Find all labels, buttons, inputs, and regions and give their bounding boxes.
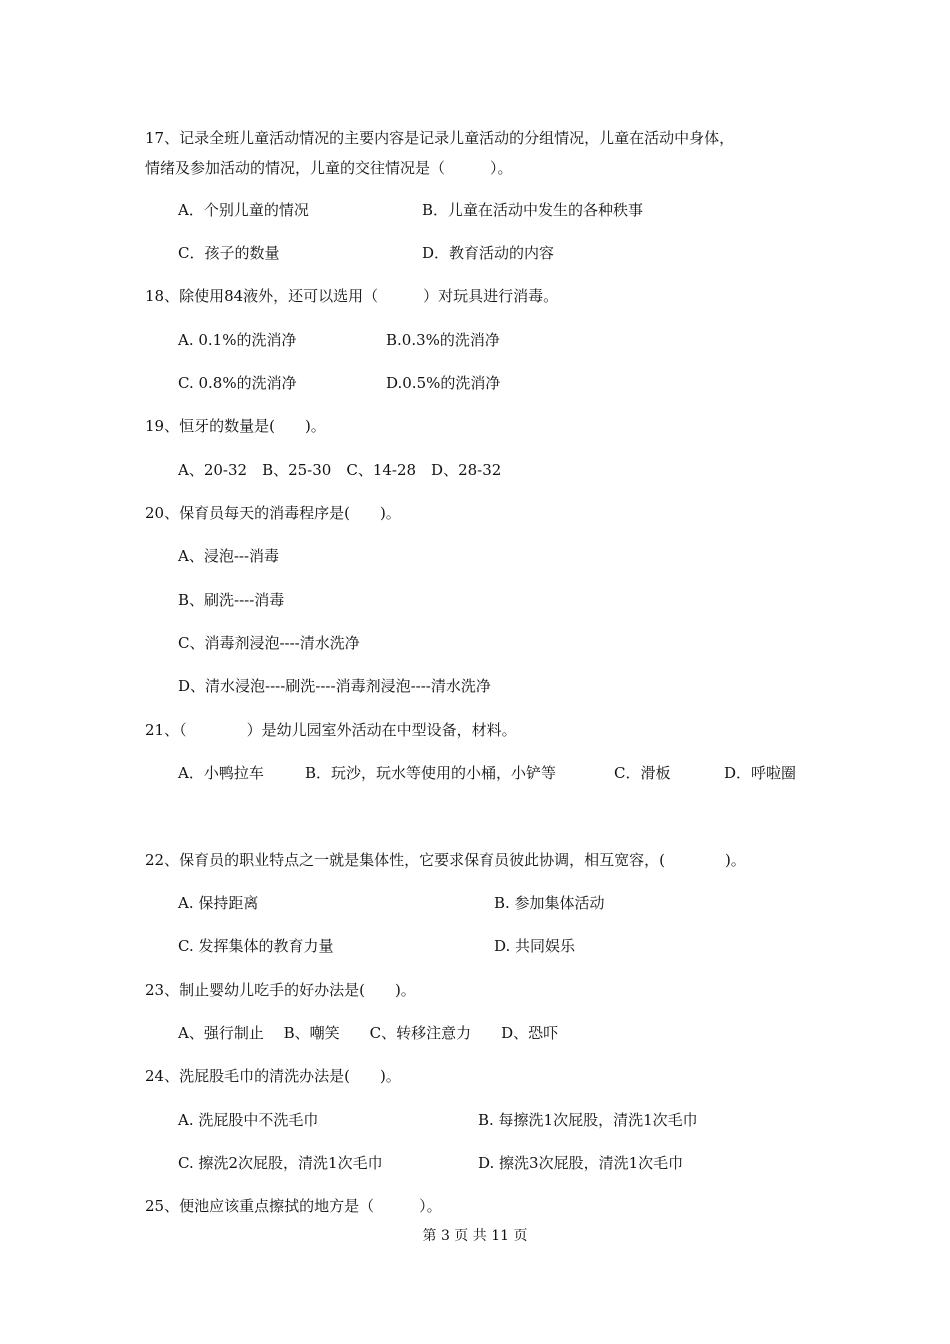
question-21-option-a: A．小鸭拉车	[178, 764, 264, 782]
question-17-stem-line-2: 情绪及参加活动的情况，儿童的交往情况是（ ）。	[145, 159, 513, 177]
question-22-option-d: D. 共同娱乐	[494, 937, 576, 955]
question-25-stem: 25、便池应该重点擦拭的地方是（ ）。	[145, 1197, 442, 1215]
question-19-options: A、20-32 B、25-30 C、14-28 D、28-32	[178, 461, 502, 479]
question-23-stem: 23、制止婴幼儿吃手的好办法是( )。	[145, 981, 416, 999]
question-18-stem: 18、除使用84液外，还可以选用（ ）对玩具进行消毒。	[145, 287, 559, 305]
question-21-option-d: D．呼啦圈	[724, 764, 797, 782]
page-footer: 第 3 页 共 11 页	[422, 1228, 528, 1244]
question-21-option-c: C．滑板	[614, 764, 671, 782]
question-22-stem: 22、保育员的职业特点之一就是集体性，它要求保育员彼此协调，相互宽容，( )。	[145, 851, 746, 869]
question-22-option-a: A. 保持距离	[178, 894, 259, 912]
question-17-option-d: D．教育活动的内容	[422, 244, 555, 262]
question-24-option-d: D. 擦洗3次屁股，清洗1次毛巾	[478, 1154, 684, 1172]
question-17-option-a: A．个别儿童的情况	[178, 201, 309, 219]
question-22-option-b: B. 参加集体活动	[494, 894, 605, 912]
question-24-option-b: B. 每擦洗1次屁股，清洗1次毛巾	[478, 1111, 698, 1129]
question-24-option-a: A. 洗屁股中不洗毛巾	[178, 1111, 319, 1129]
question-24-option-c: C. 擦洗2次屁股，清洗1次毛巾	[178, 1154, 383, 1172]
question-18-option-a: A. 0.1%的洗消净	[178, 331, 297, 349]
question-20-stem: 20、保育员每天的消毒程序是( )。	[145, 504, 401, 522]
question-23-options: A、强行制止 B、嘲笑 C、转移注意力 D、恐吓	[178, 1024, 559, 1042]
question-21-stem: 21、（ ）是幼儿园室外活动在中型设备，材料。	[145, 721, 517, 739]
question-24-stem: 24、洗屁股毛巾的清洗办法是( )。	[145, 1067, 401, 1085]
question-18-option-b: B.0.3%的洗消净	[386, 331, 500, 349]
question-17-stem-line-1: 17、记录全班儿童活动情况的主要内容是记录儿童活动的分组情况，儿童在活动中身体，	[145, 129, 735, 147]
question-17-option-c: C．孩子的数量	[178, 244, 280, 262]
question-22-option-c: C. 发挥集体的教育力量	[178, 937, 334, 955]
question-20-option-d: D、清水浸泡----刷洗----消毒剂浸泡----清水洗净	[178, 677, 491, 695]
question-18-option-c: C. 0.8%的洗消净	[178, 374, 297, 392]
question-20-option-b: B、刷洗----消毒	[178, 591, 285, 609]
question-20-option-c: C、消毒剂浸泡----清水洗净	[178, 634, 360, 652]
question-19-stem: 19、恒牙的数量是( )。	[145, 417, 326, 435]
question-20-option-a: A、浸泡---消毒	[178, 547, 280, 565]
question-18-option-d: D.0.5%的洗消净	[386, 374, 501, 392]
question-21-option-b: B．玩沙，玩水等使用的小桶，小铲等	[305, 764, 557, 782]
question-17-option-b: B．儿童在活动中发生的各种秩事	[422, 201, 644, 219]
